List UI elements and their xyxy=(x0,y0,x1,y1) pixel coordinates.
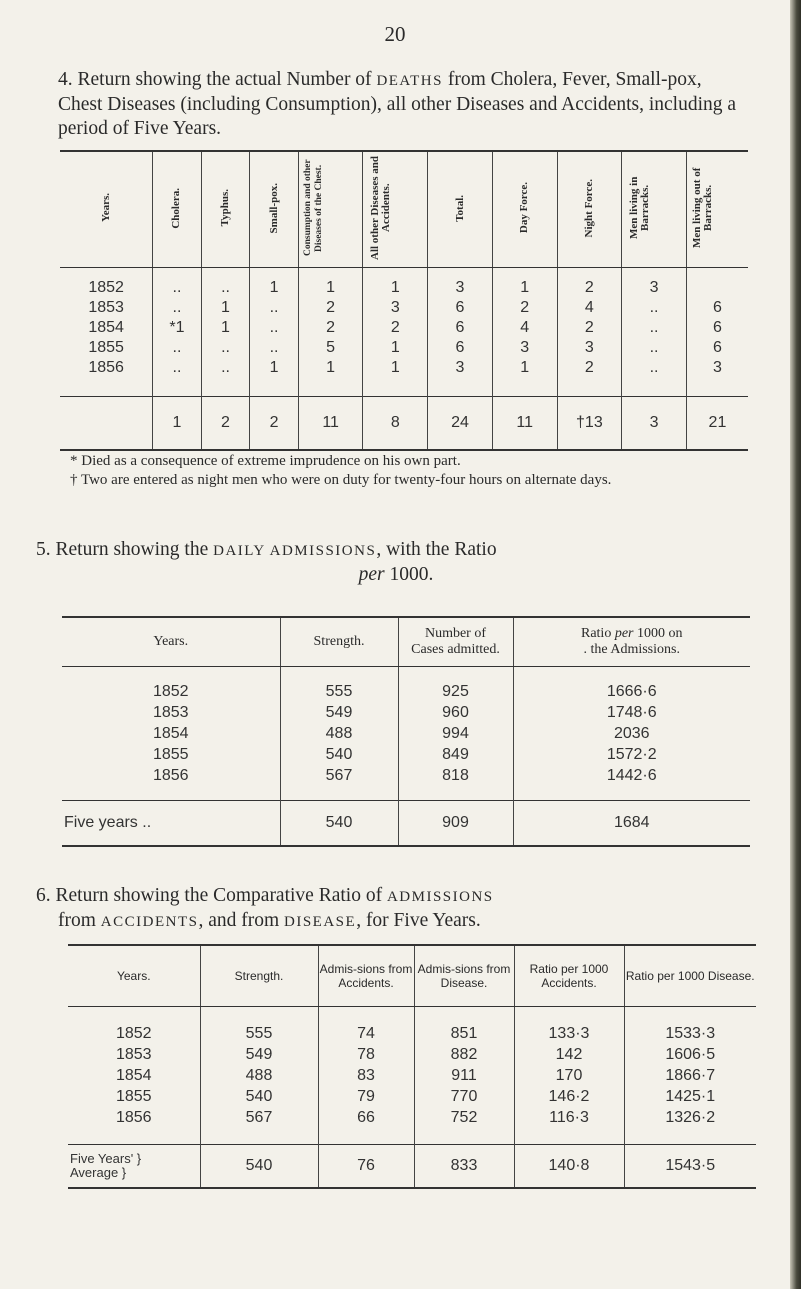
deaths-table xyxy=(60,150,748,451)
section-4-text-a: Return showing the actual Number of xyxy=(77,69,377,90)
col-strength: Strength. xyxy=(280,617,398,667)
section-4-text-b: from Cholera, Fever, Small-pox, Chest Diseases (including Consumption), all other Diseases and Accidents, including a period of Five Years. xyxy=(58,69,737,139)
col-admissions-accidents: Admis-sions from Accidents. xyxy=(318,945,414,1007)
col-smallpox: Small-pox. xyxy=(250,151,299,268)
table-row: 1854 *1 1 .. 2 2 6 4 2 .. 6 xyxy=(60,318,748,338)
footnotes xyxy=(58,452,748,490)
totals-row: Five Years' } Average } 540 76 833 140·8 1543·5 xyxy=(68,1145,756,1189)
col-years: Years. xyxy=(62,617,280,667)
col-day-force: Day Force. xyxy=(492,151,557,268)
table-row: 1852 555 925 1666·6 xyxy=(62,681,750,702)
col-ratio-disease: Ratio per 1000 Disease. xyxy=(624,945,756,1007)
table-row: 1856 567 818 1442·6 xyxy=(62,765,750,786)
table-row: 1855 .. .. .. 5 1 6 3 3 .. 6 xyxy=(60,338,748,358)
admissions-table xyxy=(62,616,750,847)
col-in-barracks: Men living in Barracks. xyxy=(622,151,687,268)
table-row: 1853 549 78 882 142 1606·5 xyxy=(68,1044,756,1065)
table-row: 1852 555 74 851 133·3 1533·3 xyxy=(68,1023,756,1044)
col-cases: Number of Cases admitted. xyxy=(398,617,513,667)
col-total: Total. xyxy=(428,151,493,268)
col-strength: Strength. xyxy=(200,945,318,1007)
page-binding-edge xyxy=(790,0,801,1289)
section-5-heading: 5. Return showing the DAILY ADMISSIONS, with the Ratio per 1000. xyxy=(36,539,497,585)
table-row: 1854 488 994 2036 xyxy=(62,723,750,744)
col-out-barracks: Men living out of Barracks. xyxy=(686,151,748,268)
col-ratio: Ratio per 1000 on . the Admissions. xyxy=(513,617,750,667)
table-row: 1854 488 83 911 170 1866·7 xyxy=(68,1065,756,1086)
table-row: 1856 .. .. 1 1 1 3 1 2 .. 3 xyxy=(60,358,748,378)
col-ratio-accidents: Ratio per 1000 Accidents. xyxy=(514,945,624,1007)
totals-row: Five years .. 540 909 1684 xyxy=(62,801,750,847)
totals-row: 1 2 2 11 8 24 11 †13 3 21 xyxy=(60,397,748,451)
table-row: 1855 540 849 1572·2 xyxy=(62,744,750,765)
col-years: Years. xyxy=(60,151,153,268)
table-row: 1853 549 960 1748·6 xyxy=(62,702,750,723)
table-row: 1853 .. 1 .. 2 3 6 2 4 .. 6 xyxy=(60,298,748,318)
section-4-heading xyxy=(58,68,746,141)
section-6-heading: 6. Return showing the Comparative Ratio of ADMISSIONS from ACCIDENTS, and from DISEASE, for Five Years. xyxy=(36,885,494,931)
footnote-2: † Two are entered as night men who were on duty for twenty-four hours on alternate days. xyxy=(70,472,612,488)
col-night-force: Night Force. xyxy=(557,151,622,268)
col-admissions-disease: Admis-sions from Disease. xyxy=(414,945,514,1007)
section-4-deaths: DEATHS xyxy=(376,73,443,89)
col-cholera: Cholera. xyxy=(153,151,202,268)
col-typhus: Typhus. xyxy=(201,151,250,268)
footnote-1: * Died as a consequence of extreme imprudence on his own part. xyxy=(70,453,461,469)
col-consumption: Consumption and other Diseases of the Chest. xyxy=(298,151,363,268)
col-other-diseases: All other Diseases and Accidents. xyxy=(363,151,428,268)
page-number: 20 xyxy=(384,22,406,46)
table-row: 1852 .. .. 1 1 1 3 1 2 3 xyxy=(60,268,748,299)
section-4-number: 4. xyxy=(58,69,73,90)
comparative-ratio-table xyxy=(68,944,756,1189)
table-row: 1856 567 66 752 116·3 1326·2 xyxy=(68,1107,756,1128)
table-row: 1855 540 79 770 146·2 1425·1 xyxy=(68,1086,756,1107)
col-years: Years. xyxy=(68,945,200,1007)
